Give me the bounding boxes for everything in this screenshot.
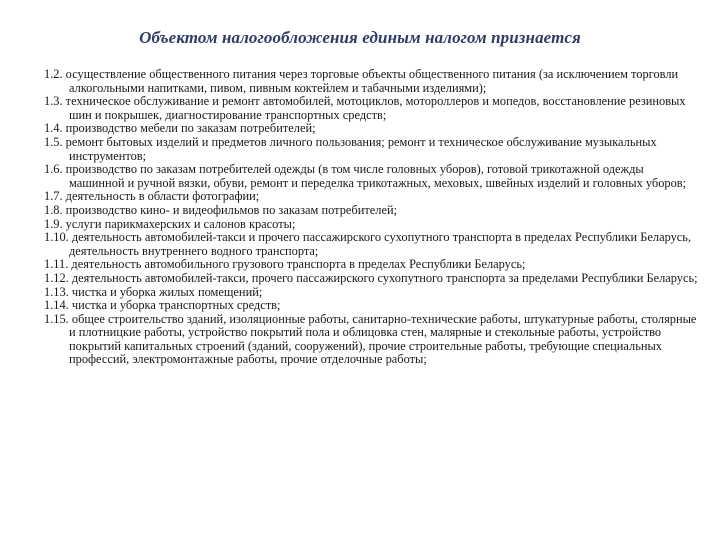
taxable-objects-list: [44, 68, 700, 367]
list-item: 1.2. осуществление общественного питания через торговые объекты общественного питания (за исключением торговли алкогольными напитками, пивом, пивным коктейлем и табачными изделиями);: [44, 67, 679, 95]
list-item: 1.9. услуги парикмахерских и салонов красоты;: [44, 216, 296, 231]
list-item: 1.8. производство кино- и видеофильмов по заказам потребителей;: [44, 202, 398, 217]
list-item: 1.12. деятельность автомобилей-такси, прочего пассажирского сухопутного транспорта за пределами Республики Беларусь;: [44, 270, 698, 285]
list-item: 1.15. общее строительство зданий, изоляционные работы, санитарно-технические работы, штукатурные работы, столярные и плотницкие работы, устройство покрытий пола и облицовка стен, малярные и стекольные работы, устройство покрытий капитальных строений (зданий, сооружений), прочие строительные работы, требующие специальных профессий, электромонтажные работы, прочие отделочные работы;: [44, 311, 697, 367]
list-item: 1.4. производство мебели по заказам потребителей;: [44, 121, 316, 136]
list-item: 1.6. производство по заказам потребителей одежды (в том числе головных уборов), готовой трикотажной одежды машинной и ручной вязки, обуви, ремонт и переделка трикотажных, меховых, швейных изделий и головных уборов;: [44, 162, 687, 190]
list-item: 1.14. чистка и уборка транспортных средств;: [44, 298, 281, 313]
list-item: 1.5. ремонт бытовых изделий и предметов личного пользования; ремонт и техническое обслуживание музыкальных инструментов;: [44, 134, 657, 163]
list-item: 1.13. чистка и уборка жилых помещений;: [44, 284, 263, 299]
list-item: 1.7. деятельность в области фотографии;: [44, 189, 260, 204]
slide-title: Объектом налогообложения единым налогом признается: [139, 28, 581, 47]
list-item: 1.10. деятельность автомобилей-такси и прочего пассажирского сухопутного транспорта в пределах Республики Беларусь, деятельность внутреннего водного транспорта;: [44, 230, 692, 258]
list-item: 1.3. техническое обслуживание и ремонт автомобилей, мотоциклов, мотороллеров и мопедов, восстановление резиновых шин и покрышек, диагностирование транспортных средств;: [44, 94, 686, 122]
list-item: 1.11. деятельность автомобильного грузового транспорта в пределах Республики Беларусь;: [44, 257, 526, 272]
